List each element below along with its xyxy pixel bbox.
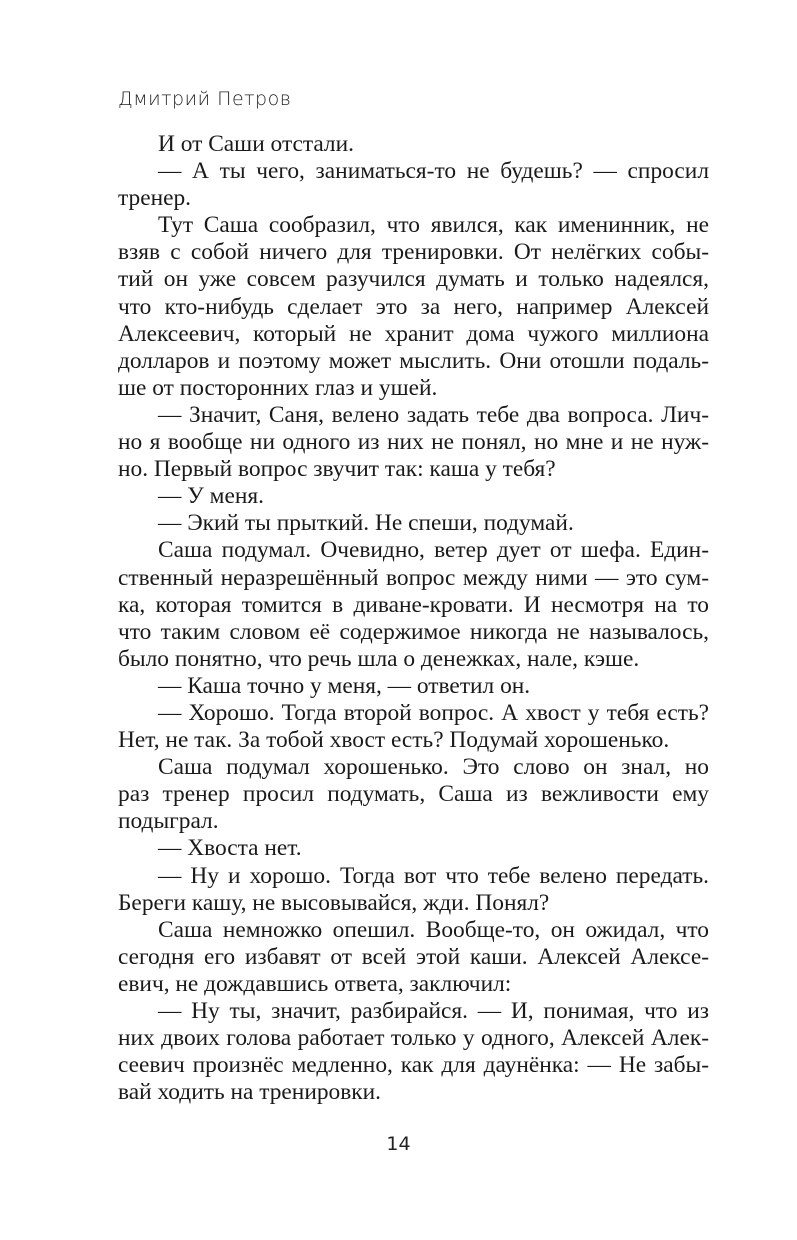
text-line: — Хвоста нет. <box>158 835 302 862</box>
text-line: было понятно, что речь шла о денежках, нале, кэше. <box>118 645 640 672</box>
text-line: ка, которая томится в диване-кровати. И несмотря на то <box>118 591 709 618</box>
text-line: Саша подумал хорошенько. Это слово он знал, но <box>158 754 709 781</box>
text-line: — Ну и хорошо. Тогда вот что тебе велено передать. <box>158 862 709 889</box>
text-line: — Значит, Саня, велено задать тебе два вопроса. Лич- <box>158 401 709 428</box>
text-line: подыграл. <box>118 808 219 835</box>
text-line: — Каша точно у меня, — ответил он. <box>158 672 531 699</box>
text-line: Алексеевич, который не хранит дома чужого миллиона <box>118 320 709 347</box>
text-line: раз тренер просил подумать, Саша из вежливости ему <box>118 781 709 808</box>
text-line: — Экий ты прыткий. Не спеши, подумай. <box>158 510 574 537</box>
text-line: них двоих голова работает только у одного, Алексей Алек- <box>118 1025 709 1052</box>
text-line: Саша подумал. Очевидно, ветер дует от шефа. Един- <box>158 537 709 564</box>
text-line: сегодня его избавят от всей этой каши. Алексей Алексе- <box>118 943 709 970</box>
text-line: — Хорошо. Тогда второй вопрос. А хвост у тебя есть? <box>158 699 709 726</box>
text-line: — Ну ты, значит, разбирайся. — И, понимая, что из <box>158 998 709 1024</box>
text-line: И от Саши отстали. <box>158 131 354 157</box>
text-line: ственный неразрешённый вопрос между ними — это сум- <box>118 564 709 591</box>
text-line: тий он уже совсем разучился думать и только надеялся, <box>118 266 709 293</box>
text-line: — У меня. <box>158 483 264 510</box>
text-line: сеевич произнёс медленно, как для даунёнка: — Не забы- <box>118 1052 709 1079</box>
text-line: что таким словом её содержимое никогда не называлось, <box>118 618 709 645</box>
text-line: тренер. <box>118 185 192 212</box>
text-line: Тут Саша сообразил, что явился, как именинник, не <box>158 212 709 239</box>
text-line: Береги кашу, не высовывайся, жди. Понял? <box>118 889 550 916</box>
text-line: что кто-нибудь сделает это за него, например Алексей <box>118 293 709 320</box>
text-line: ше от посторонних глаз и ушей. <box>118 374 438 401</box>
running-header-author: Дмитрий Петров <box>118 88 292 110</box>
text-line: Саша немножко опешил. Вообще-то, он ожидал, что <box>158 916 709 943</box>
text-line: но я вообще ни одного из них не понял, но мне и не нуж- <box>118 429 709 456</box>
page-number: 14 <box>386 1133 411 1155</box>
text-line: взяв с собой ничего для тренировки. От нелёгких собы- <box>118 239 709 266</box>
text-line: долларов и поэтому может мыслить. Они отошли подаль- <box>118 347 709 374</box>
body-text <box>118 131 709 1106</box>
text-line: евич, не дождавшись ответа, заключил: <box>118 970 512 997</box>
text-line: Нет, не так. За тобой хвост есть? Подумай хорошенько. <box>118 727 670 754</box>
text-line: вай ходить на тренировки. <box>118 1079 381 1106</box>
text-line: — А ты чего, заниматься-то не будешь? — спросил <box>158 158 709 185</box>
text-line: но. Первый вопрос звучит так: каша у тебя? <box>118 456 556 483</box>
